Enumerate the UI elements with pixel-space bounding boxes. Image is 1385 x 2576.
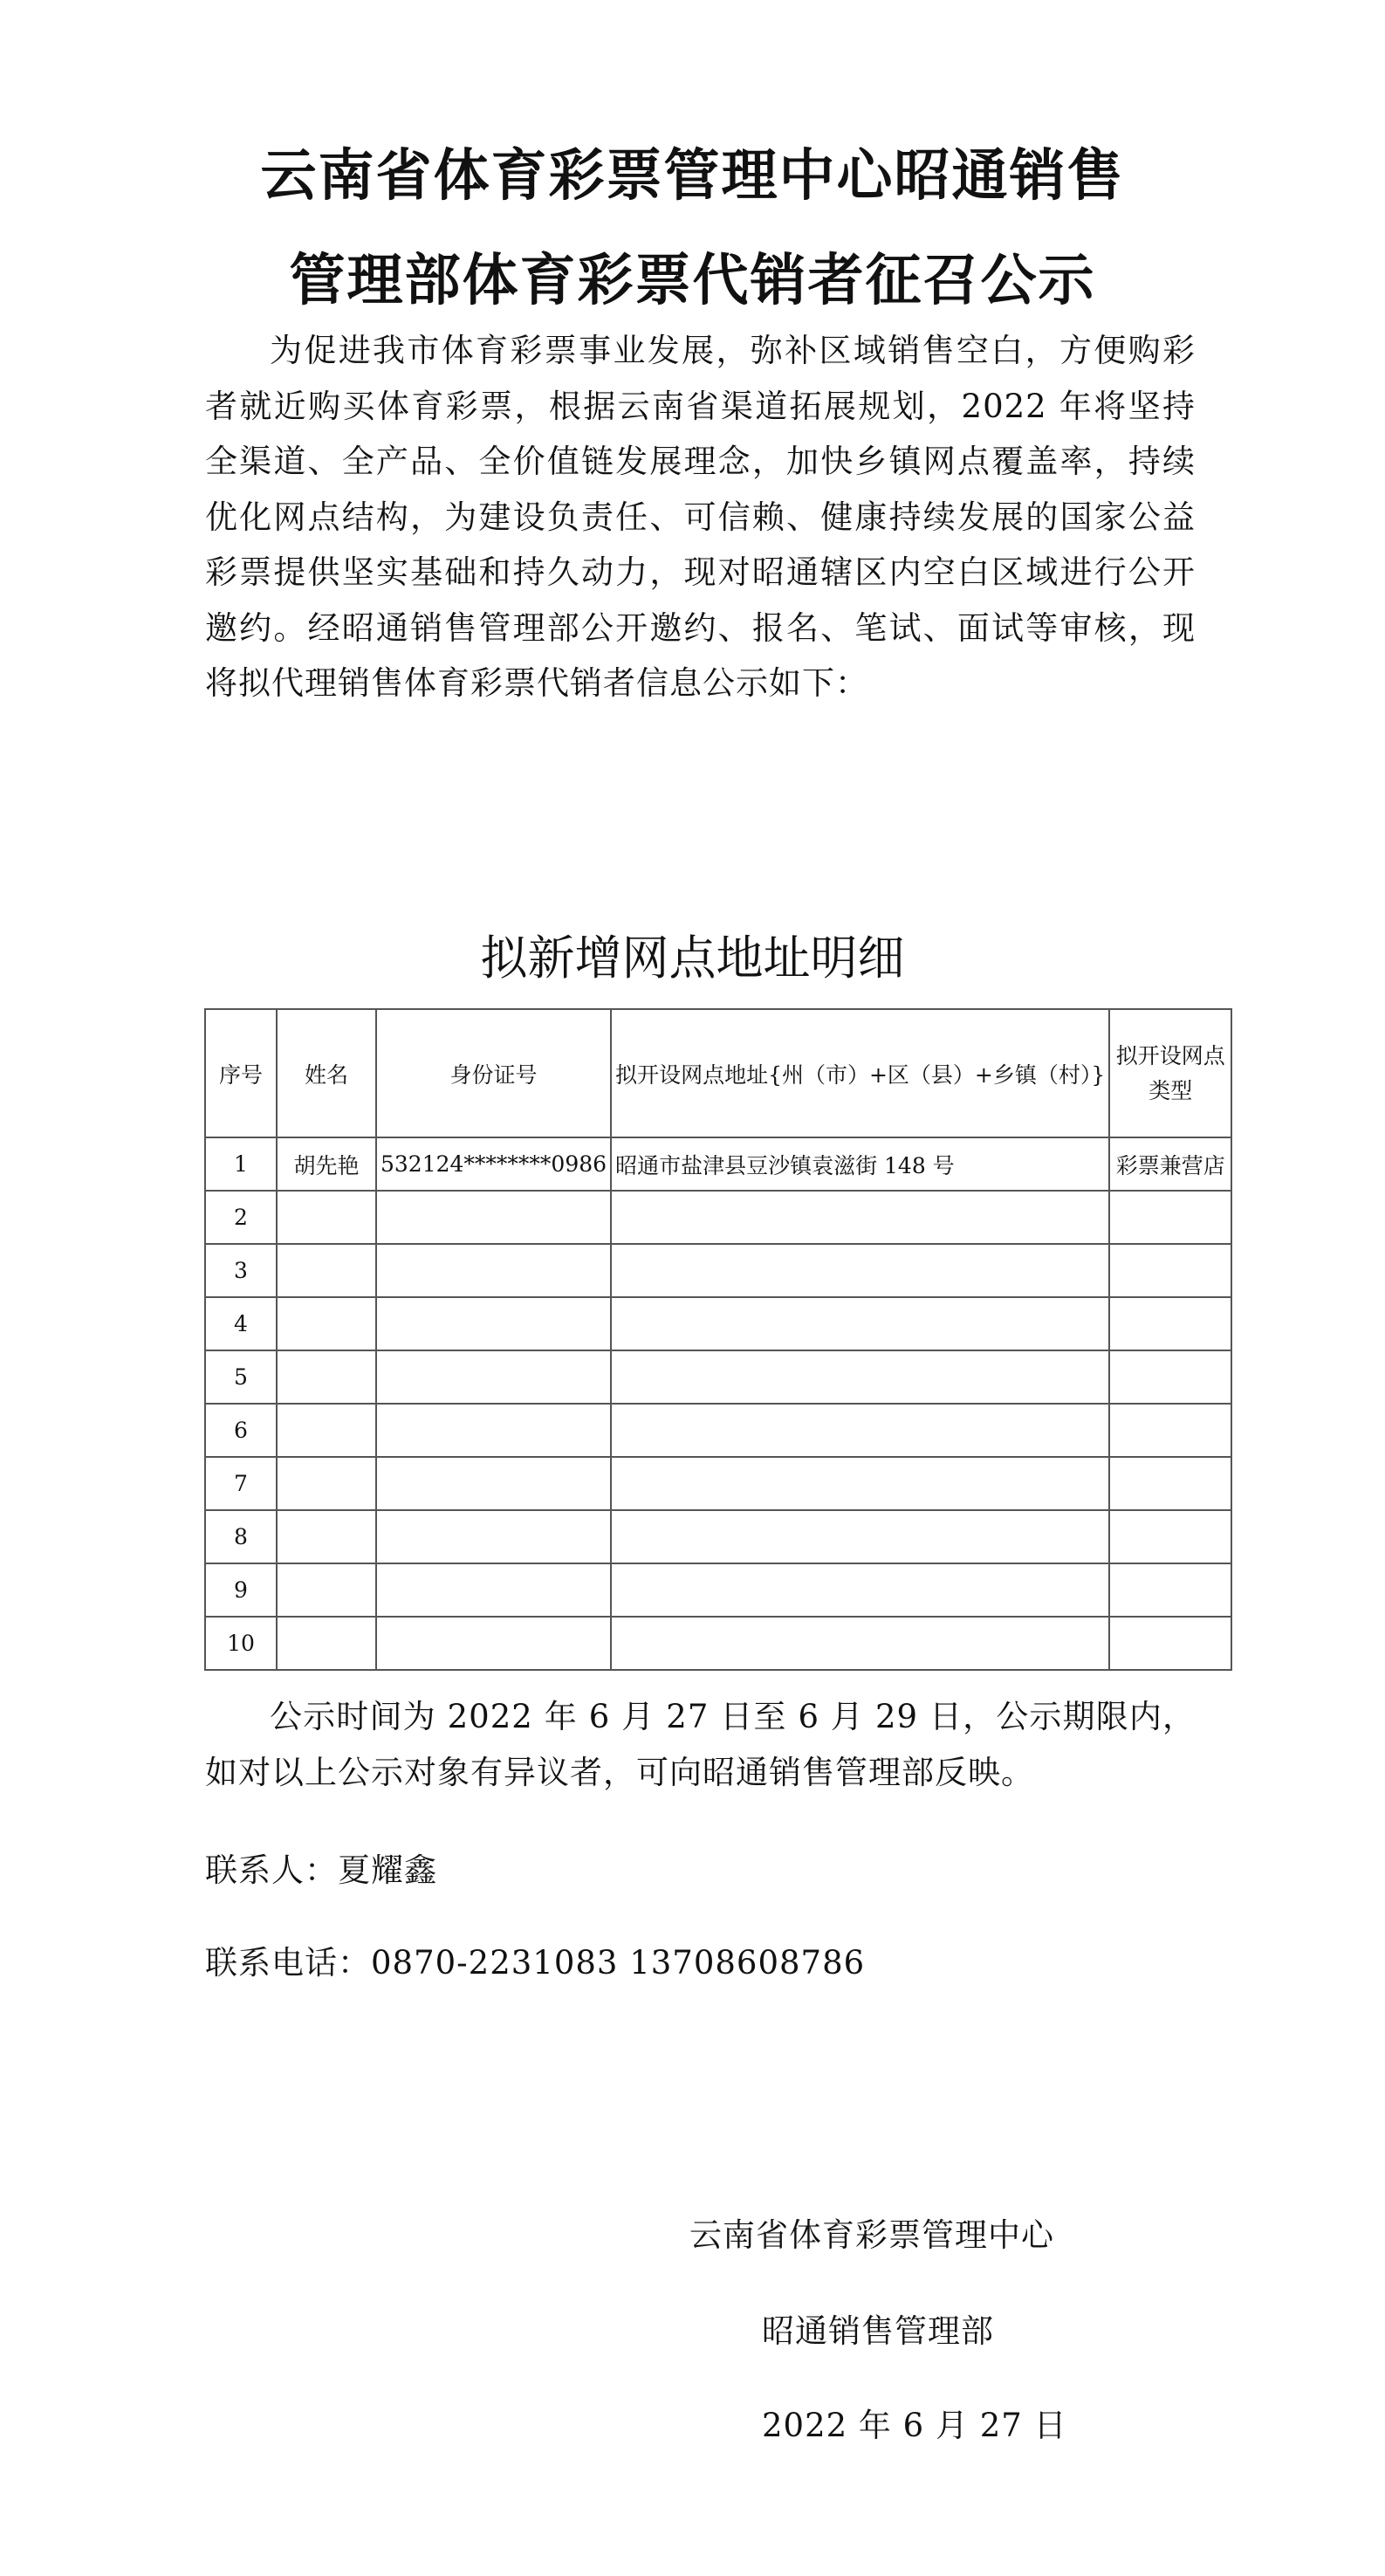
- signature-department: 昭通销售管理部: [762, 2312, 994, 2350]
- cell-outlet-type: [1109, 1404, 1231, 1457]
- cell-address: [611, 1617, 1109, 1670]
- contact-phone: 联系电话：0870-2231083 13708608786: [205, 1944, 866, 1982]
- signature-organization: 云南省体育彩票管理中心: [689, 2216, 1054, 2254]
- cell-index: 10: [205, 1617, 277, 1670]
- cell-outlet-type: [1109, 1457, 1231, 1510]
- cell-address: [611, 1297, 1109, 1350]
- document-title-line-1: 云南省体育彩票管理中心昭通销售: [260, 144, 1125, 209]
- table-row: [205, 1297, 1231, 1350]
- cell-id-number: [376, 1617, 611, 1670]
- cell-index: 1: [205, 1137, 277, 1191]
- cell-outlet-type: [1109, 1244, 1231, 1297]
- cell-id-number: [376, 1404, 611, 1457]
- cell-name: [277, 1563, 376, 1617]
- header-index: 序号: [205, 1009, 277, 1137]
- cell-index: 2: [205, 1191, 277, 1244]
- cell-outlet-type: [1109, 1617, 1231, 1670]
- cell-outlet-type: [1109, 1191, 1231, 1244]
- cell-name: [277, 1297, 376, 1350]
- cell-index: 3: [205, 1244, 277, 1297]
- cell-name: [277, 1617, 376, 1670]
- cell-id-number: [376, 1297, 611, 1350]
- table-row: [205, 1350, 1231, 1404]
- cell-name: [277, 1350, 376, 1404]
- cell-id-number: [376, 1563, 611, 1617]
- cell-id-number: [376, 1457, 611, 1510]
- cell-name: [277, 1244, 376, 1297]
- cell-index: 6: [205, 1404, 277, 1457]
- cell-address: [611, 1404, 1109, 1457]
- notice-paragraph: 公示时间为 2022 年 6 月 27 日至 6 月 29 日，公示期限内，如对以上公示对象有异议者，可向昭通销售管理部反映。: [205, 1698, 1196, 1791]
- table-row: [205, 1563, 1231, 1617]
- table-row: [205, 1137, 1231, 1191]
- cell-id-number: [376, 1191, 611, 1244]
- cell-address: [611, 1563, 1109, 1617]
- cell-name: 胡先艳: [277, 1137, 376, 1191]
- header-id-number: 身份证号: [376, 1009, 611, 1137]
- table-row: [205, 1617, 1231, 1670]
- cell-outlet-type: [1109, 1350, 1231, 1404]
- cell-name: [277, 1404, 376, 1457]
- outlet-table: [204, 1008, 1232, 1671]
- cell-name: [277, 1457, 376, 1510]
- table-row: [205, 1457, 1231, 1510]
- cell-index: 8: [205, 1510, 277, 1563]
- header-outlet-type: 拟开设网点类型: [1109, 1009, 1231, 1137]
- cell-id-number: [376, 1510, 611, 1563]
- cell-id-number: [376, 1350, 611, 1404]
- cell-outlet-type: [1109, 1563, 1231, 1617]
- cell-address: [611, 1244, 1109, 1297]
- header-address: 拟开设网点地址{州（市）+区（县）+乡镇（村）}: [611, 1009, 1109, 1137]
- signature-date: 2022 年 6 月 27 日: [762, 2407, 1067, 2444]
- table-title: 拟新增网点地址明细: [480, 931, 905, 986]
- cell-address: [611, 1191, 1109, 1244]
- table-row: [205, 1244, 1231, 1297]
- cell-address: [611, 1350, 1109, 1404]
- cell-outlet-type: 彩票兼营店: [1109, 1137, 1231, 1191]
- cell-outlet-type: [1109, 1297, 1231, 1350]
- table-header-row: [205, 1009, 1231, 1137]
- table-row: [205, 1510, 1231, 1563]
- cell-index: 7: [205, 1457, 277, 1510]
- cell-name: [277, 1191, 376, 1244]
- cell-address: [611, 1510, 1109, 1563]
- cell-index: 9: [205, 1563, 277, 1617]
- header-name: 姓名: [277, 1009, 376, 1137]
- document-title-line-2: 管理部体育彩票代销者征召公示: [289, 249, 1096, 313]
- table-row: [205, 1191, 1231, 1244]
- cell-address: [611, 1457, 1109, 1510]
- cell-address: 昭通市盐津县豆沙镇袁滋街 148 号: [611, 1137, 1109, 1191]
- cell-id-number: [376, 1244, 611, 1297]
- cell-index: 5: [205, 1350, 277, 1404]
- contact-person: 联系人：夏耀鑫: [205, 1851, 437, 1889]
- cell-outlet-type: [1109, 1510, 1231, 1563]
- cell-index: 4: [205, 1297, 277, 1350]
- cell-id-number: 532124********0986: [376, 1137, 611, 1191]
- intro-paragraph: 为促进我市体育彩票事业发展，弥补区域销售空白，方便购彩者就近购买体育彩票，根据云南省渠道拓展规划，2022 年将坚持全渠道、全产品、全价值链发展理念，加快乡镇网点覆盖率，持续优化网点结构，为建设负责任、可信赖、健康持续发展的国家公益彩票提供坚实基础和持久动力，现对昭通辖区内空白区域进行公开邀约。经昭通销售管理部公开邀约、报名、笔试、面试等审核，现将拟代理销售体育彩票代销者信息公示如下：: [205, 332, 1196, 702]
- table-row: [205, 1404, 1231, 1457]
- cell-name: [277, 1510, 376, 1563]
